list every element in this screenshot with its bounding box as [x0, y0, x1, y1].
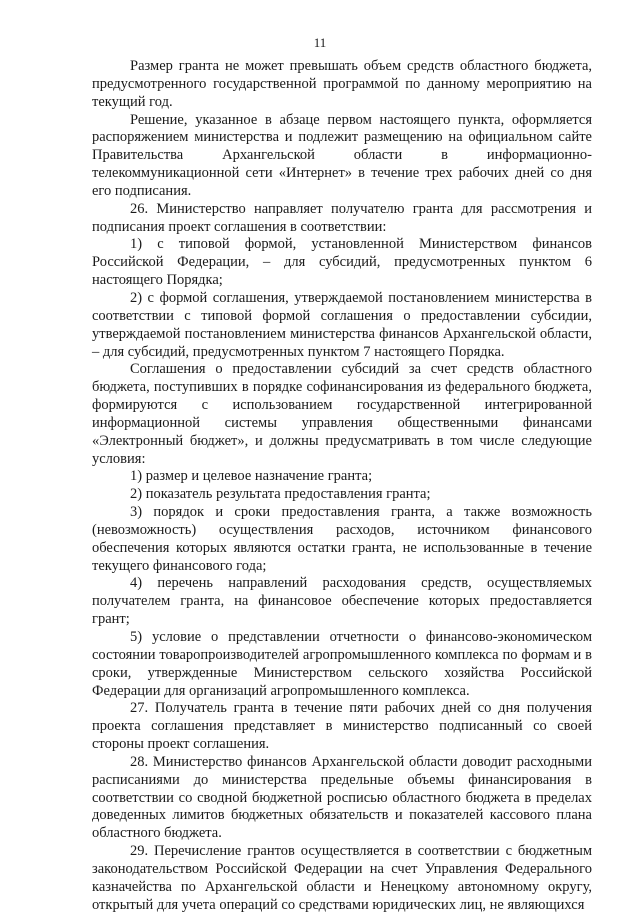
page-number: 11: [313, 35, 327, 50]
paragraph-item-26-sub-2: 2) с формой соглашения, утверждаемой постановлением министерства в соответствии с типовой формой соглашения о предоставлении субсидии, утверждаемой постановлением министерства финансов Архангельской области, – для субсидий, предусмотренных пунктом 7 настоящего Порядка.: [92, 289, 592, 360]
paragraph-condition-3: 3) порядок и сроки предоставления гранта, а также возможность (невозможность) осуществления расходов, источником финансового обеспечения которых являются остатки гранта, не использованные в течение текущего финансового года;: [92, 504, 592, 574]
paragraph-item-26-sub-1: 1) с типовой формой, установленной Министерством финансов Российской Федерации, – для субсидий, предусмотренных пунктом 6 настоящего Порядка;: [92, 236, 592, 289]
paragraph-item-26: 26. Министерство направляет получателю гранта для рассмотрения и подписания проект соглашения в соответствии:: [92, 200, 592, 235]
paragraph-condition-1: 1) размер и целевое назначение гранта;: [130, 468, 373, 485]
paragraph-decision-publication: Решение, указанное в абзаце первом настоящего пункта, оформляется распоряжением министерства и подлежит размещению на официальном сайте Правительства Архангельской области в информационно-телекоммуникационной сети «Интернет» в течение трех рабочих дней со дня его подписания.: [92, 111, 592, 199]
paragraph-item-27: 27. Получатель гранта в течение пяти рабочих дней со дня получения проекта соглашения представляет в министерство подписанный со своей стороны проект соглашения.: [92, 700, 592, 753]
paragraph-item-28: 28. Министерство финансов Архангельской области доводит расходными расписаниями до министерства предельные объемы финансирования в соответствии со сводной бюджетной росписью областного бюджета в пределах доведенных лимитов бюджетных обязательств и показателей кассового плана областного бюджета.: [92, 753, 592, 842]
paragraph-agreement-conditions: Соглашения о предоставлении субсидий за счет средств областного бюджета, поступивших в порядке софинансирования из федерального бюджета, формируются с использованием государственной интегрированной информационной системы управления общественными финансами «Электронный бюджет», и должны предусматривать в том числе следующие условия:: [92, 361, 592, 467]
paragraph-item-29: 29. Перечисление грантов осуществляется в соответствии с бюджетным законодательством Российской Федерации на счет Управления Федерального казначейства по Архангельской области и Ненецкому автономному округу, открытый для учета операций со средствами юридических лиц, не являющихся: [92, 843, 592, 913]
document-body: [92, 58, 592, 915]
paragraph-grant-limit: Размер гранта не может превышать объем средств областного бюджета, предусмотренного государственной программой по данному мероприятию на текущий год.: [92, 58, 592, 110]
paragraph-condition-2: 2) показатель результата предоставления гранта;: [130, 486, 431, 503]
paragraph-condition-4: 4) перечень направлений расходования средств, осуществляемых получателем гранта, на финансовое обеспечение которых предоставляется грант;: [92, 575, 592, 628]
paragraph-condition-5: 5) условие о представлении отчетности о финансово-экономическом состоянии товаропроизводителей агропромышленного комплекса по формам и в сроки, утвержденные Министерством сельского хозяйства Российской Федерации для организаций агропромышленного комплекса.: [92, 629, 592, 699]
